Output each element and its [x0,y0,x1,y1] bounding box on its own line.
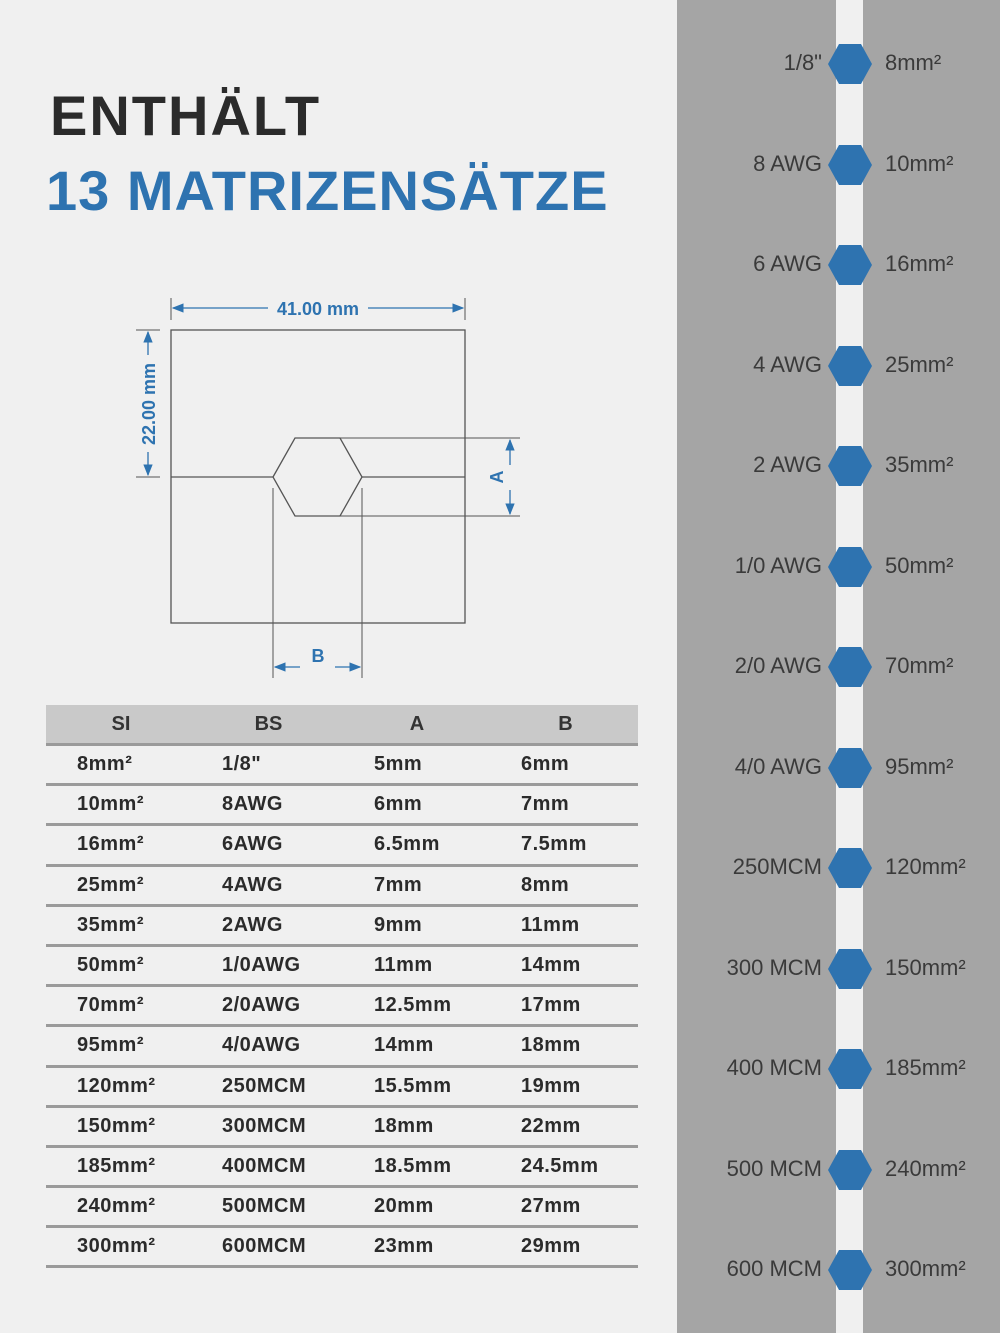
table-cell: 2AWG [222,913,283,936]
ladder-awg-label: 400 MCM [726,1055,822,1080]
table-cell: 14mm [374,1034,434,1057]
table-cell: 19mm [521,1074,581,1097]
ladder-mm-label: 70mm² [885,653,954,678]
hex-cavity [273,438,362,516]
table-cell: 95mm² [77,1034,144,1057]
table-row [46,987,638,1027]
table-cell: 185mm² [77,1154,156,1177]
table-row [46,1148,638,1188]
table-cell: 8AWG [222,793,283,816]
header-b: B [558,712,573,735]
table-cell: 35mm² [77,913,144,936]
table-cell: 20mm [374,1195,434,1218]
hexagon-icon [827,344,873,388]
ladder-item [677,143,1000,187]
table-cell: 250MCM [222,1074,307,1097]
table-body [46,746,638,1268]
title-line-1: ENTHÄLT [50,84,322,147]
die-size-table [46,705,638,1268]
table-row [46,907,638,947]
table-cell: 240mm² [77,1195,156,1218]
table-cell: 4/0AWG [222,1034,301,1057]
table-cell: 1/8" [222,753,262,776]
table-cell: 8mm² [77,753,133,776]
ladder-item [677,645,1000,689]
table-row [46,867,638,907]
title-line-2: 13 MATRIZENSÄTZE [46,159,609,222]
table-cell: 7mm [521,793,570,816]
ladder-item [677,243,1000,287]
ladder-mm-label: 16mm² [885,251,954,276]
table-cell: 120mm² [77,1074,156,1097]
hexagon-icon [827,1248,873,1292]
a-dimension-label: A [487,470,507,484]
table-cell: 23mm [374,1235,434,1258]
ladder-item [677,344,1000,388]
table-cell: 9mm [374,913,423,936]
table-cell: 300mm² [77,1235,156,1258]
table-cell: 4AWG [222,873,283,896]
ladder-item [677,1148,1000,1192]
ladder-mm-label: 25mm² [885,351,954,377]
size-ladder [677,0,1000,1333]
table-cell: 50mm² [77,954,144,977]
table-cell: 24.5mm [521,1154,599,1177]
hexagon-icon [827,243,873,287]
ladder-mm-label: 300mm² [885,1256,966,1281]
ladder-awg-label: 600 MCM [726,1256,822,1281]
hexagon-icon [827,846,873,890]
table-cell: 17mm [521,994,581,1017]
table-cell: 22mm [521,1114,581,1137]
ladder-awg-label: 8 AWG [753,150,822,176]
height-dimension-label: 22.00 mm [139,362,159,446]
table-row [46,1027,638,1067]
hexagon-icon [827,444,873,488]
ladder-awg-label: 500 MCM [726,1155,822,1181]
table-header [46,705,638,746]
table-row [46,1188,638,1228]
hexagon-icon [827,645,873,689]
table-cell: 27mm [521,1195,581,1218]
ladder-item [677,1248,1000,1292]
ladder-mm-label: 8mm² [885,50,942,75]
table-cell: 600MCM [222,1235,307,1258]
table-cell: 18.5mm [374,1154,452,1177]
ladder-mm-label: 240mm² [885,1155,966,1181]
ladder-mm-label: 150mm² [885,954,966,980]
table-row [46,746,638,786]
table-cell: 300MCM [222,1114,307,1137]
header-bs: BS [254,712,283,735]
table-cell: 16mm² [77,833,144,856]
table-cell: 6AWG [222,833,283,856]
table-cell: 1/0AWG [222,954,301,977]
hexagon-icon [827,42,873,86]
table-cell: 12.5mm [374,994,452,1017]
table-cell: 150mm² [77,1114,156,1137]
table-cell: 6mm [374,793,423,816]
table-cell: 8mm [521,873,570,896]
ladder-awg-label: 250MCM [732,854,822,879]
table-cell: 6mm [521,753,570,776]
ladder-awg-label: 4 AWG [753,351,822,377]
table-cell: 10mm² [77,793,144,816]
ladder-mm-label: 50mm² [885,552,954,578]
table-cell: 29mm [521,1235,581,1258]
hexagon-icon [827,545,873,589]
ladder-mm-label: 120mm² [885,854,966,879]
table-cell: 500MCM [222,1195,307,1218]
ladder-awg-label: 2 AWG [753,452,822,477]
hexagon-icon [827,947,873,991]
hexagon-icon [827,143,873,187]
ladder-mm-label: 10mm² [885,150,954,176]
width-dimension-label: 41.00 mm [276,299,360,319]
table-cell: 25mm² [77,873,144,896]
ladder-awg-label: 4/0 AWG [734,753,822,779]
ladder-item [677,746,1000,790]
hexagon-icon [827,746,873,790]
table-row [46,826,638,866]
table-row [46,786,638,826]
ladder-awg-label: 2/0 AWG [734,653,822,678]
ladder-item [677,444,1000,488]
hexagon-icon [827,1148,873,1192]
ladder-awg-label: 1/8" [783,50,822,75]
ladder-awg-label: 300 MCM [726,954,822,980]
table-cell: 2/0AWG [222,994,301,1017]
table-row [46,1068,638,1108]
ladder-item [677,1047,1000,1091]
table-cell: 11mm [374,954,433,977]
table-cell: 18mm [374,1114,434,1137]
table-row [46,947,638,987]
b-dimension-label: B [311,646,325,666]
ladder-item [677,545,1000,589]
ladder-mm-label: 95mm² [885,753,954,779]
table-cell: 70mm² [77,994,144,1017]
table-row [46,1228,638,1268]
ladder-mm-label: 35mm² [885,452,954,477]
table-row [46,1108,638,1148]
table-cell: 5mm [374,753,423,776]
ladder-item [677,947,1000,991]
table-cell: 6.5mm [374,833,440,856]
table-cell: 400MCM [222,1154,307,1177]
ladder-awg-label: 6 AWG [753,251,822,276]
header-si: SI [111,712,131,735]
table-cell: 11mm [521,913,580,936]
table-cell: 7.5mm [521,833,587,856]
table-cell: 14mm [521,954,581,977]
die-dimension-diagram [0,0,677,700]
ladder-item [677,846,1000,890]
table-cell: 15.5mm [374,1074,452,1097]
ladder-awg-label: 1/0 AWG [734,552,822,578]
table-cell: 7mm [374,873,423,896]
ladder-item [677,42,1000,86]
ladder-mm-label: 185mm² [885,1055,966,1080]
hexagon-icon [827,1047,873,1091]
table-cell: 18mm [521,1034,581,1057]
header-a: A [409,712,425,735]
